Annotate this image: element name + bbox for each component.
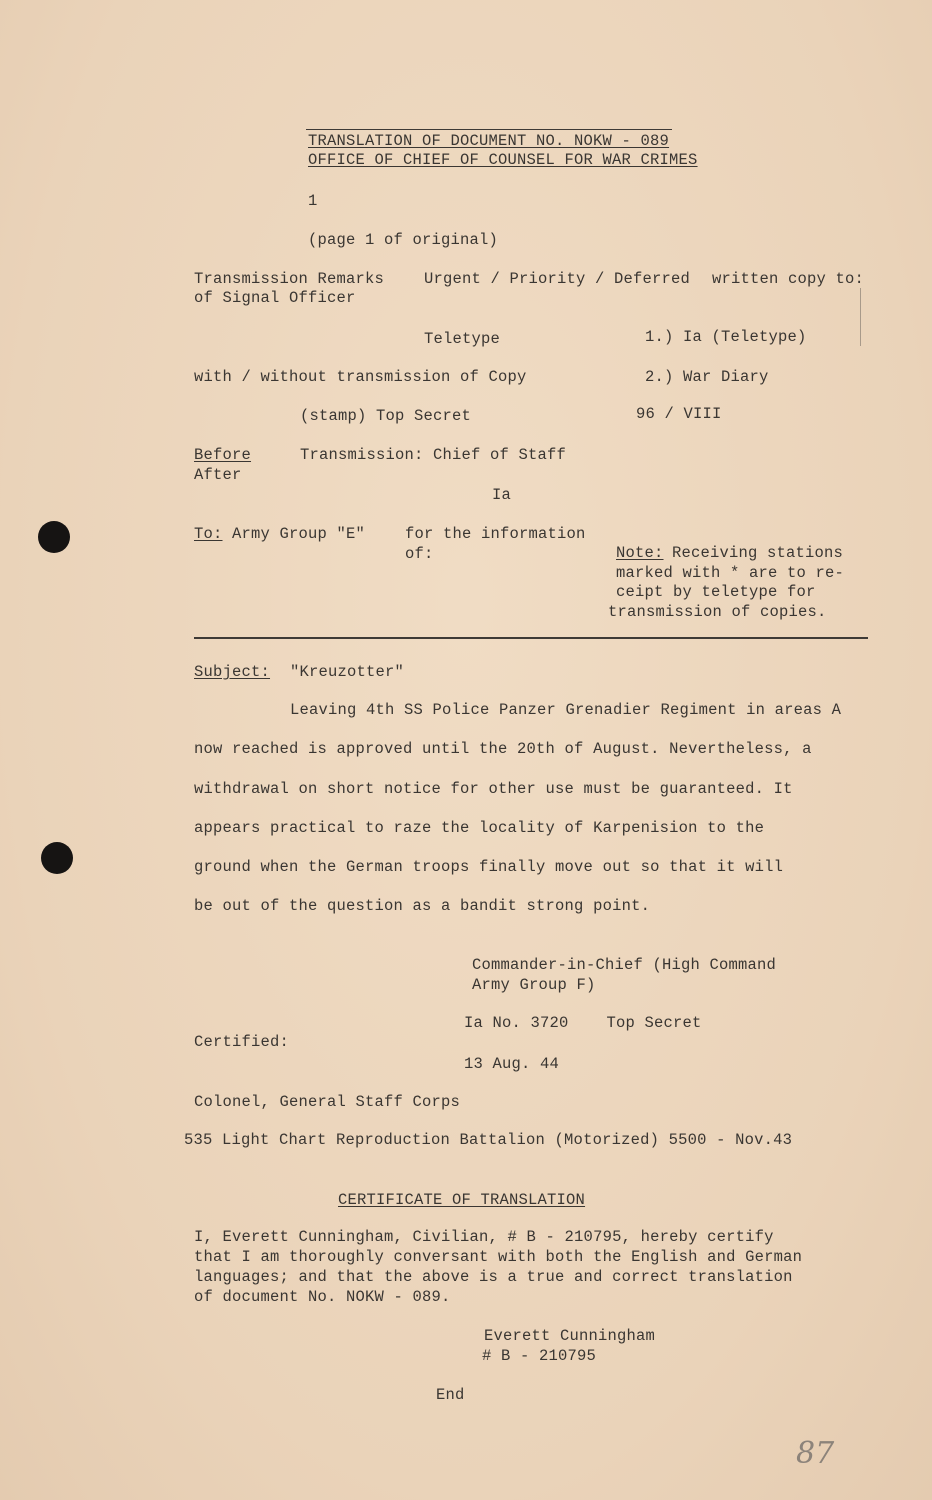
- document-date: 13 Aug. 44: [464, 1055, 560, 1073]
- subject-value: "Kreuzotter": [290, 663, 405, 681]
- body-line: ground when the German troops finally move out so that it will: [194, 858, 784, 876]
- colonel-line: Colonel, General Staff Corps: [194, 1093, 461, 1111]
- written-copy-label: written copy to:: [712, 270, 865, 288]
- punch-hole-bottom: [41, 842, 73, 874]
- page-of-original: (page 1 of original): [308, 231, 499, 249]
- information-line2: of:: [405, 545, 434, 563]
- commander-line1: Commander-in-Chief (High Command: [472, 956, 777, 974]
- urgency-options: Urgent / Priority / Deferred: [424, 270, 691, 288]
- top-secret-stamp: (stamp) Top Secret: [300, 407, 472, 425]
- note-line4: transmission of copies.: [608, 603, 827, 621]
- before-label: Before: [194, 446, 252, 464]
- body-line: Leaving 4th SS Police Panzer Grenadier Regiment in areas A: [290, 701, 842, 719]
- to-value: Army Group "E": [232, 525, 366, 543]
- signer-id: # B - 210795: [482, 1347, 597, 1365]
- body-line: withdrawal on short notice for other use must be guaranteed. It: [194, 780, 793, 798]
- handwritten-page-number: 87: [796, 1436, 835, 1471]
- certified-label: Certified:: [194, 1033, 290, 1051]
- information-line1: for the information: [405, 525, 586, 543]
- certificate-line: of document No. NOKW - 089.: [194, 1288, 451, 1306]
- reference-number: 96 / VIII: [636, 405, 722, 423]
- certificate-line: I, Everett Cunningham, Civilian, # B - 210795, hereby certify: [194, 1228, 774, 1246]
- to-label: To:: [194, 525, 223, 543]
- note-line1: Receiving stations: [672, 544, 844, 562]
- transmission-remarks-line2: of Signal Officer: [194, 289, 356, 307]
- body-line: now reached is approved until the 20th of August. Nevertheless, a: [194, 740, 812, 758]
- commander-line2: Army Group F): [472, 976, 596, 994]
- document-office: OFFICE OF CHIEF OF COUNSEL FOR WAR CRIMES: [308, 151, 698, 169]
- copy-1: 1.) Ia (Teletype): [645, 328, 807, 346]
- certificate-line: languages; and that the above is a true and correct translation: [194, 1268, 793, 1286]
- certificate-title: CERTIFICATE OF TRANSLATION: [338, 1191, 586, 1209]
- with-without-transmission: with / without transmission of Copy: [194, 368, 527, 386]
- note-line3: ceipt by teletype for: [616, 583, 816, 601]
- body-line: be out of the question as a bandit strong point.: [194, 897, 651, 915]
- page-number: 1: [308, 192, 318, 210]
- body-line: appears practical to raze the locality of Karpenision to the: [194, 819, 765, 837]
- punch-hole-top: [38, 521, 70, 553]
- teletype-label: Teletype: [424, 330, 501, 348]
- header-overline: [306, 129, 672, 130]
- transmission-to: Transmission: Chief of Staff: [300, 446, 567, 464]
- note-line2: marked with * are to re-: [616, 564, 845, 582]
- ia-label: Ia: [492, 486, 512, 504]
- reproduction-footer: 535 Light Chart Reproduction Battalion (Motorized) 5500 - Nov.43: [184, 1131, 793, 1149]
- end-marker: End: [436, 1386, 465, 1404]
- after-label: After: [194, 466, 242, 484]
- certificate-line: that I am thoroughly conversant with both the English and German: [194, 1248, 803, 1266]
- copy-column-divider: [860, 288, 861, 346]
- note-label: Note:: [616, 544, 664, 562]
- ia-number: Ia No. 3720 Top Secret: [464, 1014, 702, 1032]
- document-title: TRANSLATION OF DOCUMENT NO. NOKW - 089: [308, 132, 670, 150]
- subject-label: Subject:: [194, 663, 271, 681]
- signer-name: Everett Cunningham: [484, 1327, 656, 1345]
- form-divider: [194, 637, 868, 639]
- copy-2: 2.) War Diary: [645, 368, 769, 386]
- transmission-remarks-line1: Transmission Remarks: [194, 270, 385, 288]
